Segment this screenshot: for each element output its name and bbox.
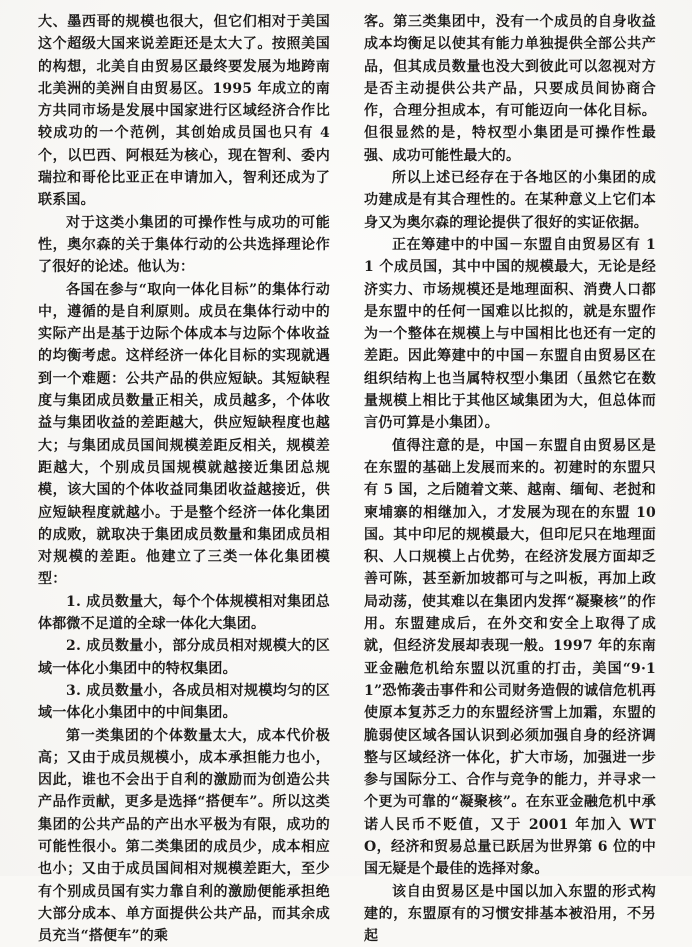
- paragraph: 客。第三类集团中，没有一个成员的自身收益成本均衡足以使其有能力单独提供全部公共产品，但其成员数量也没大到彼此可以忽视对方是否主动提供公共产品，只要成员间协商合作，合理分担成本，有可能迈向一体化目标。但很显然的是，特权型小集团是可操作性最强、成功可能性最大的。: [364, 11, 656, 167]
- paragraph: 值得注意的是，中国－东盟自由贸易区是在东盟的基础上发展而来的。初建时的东盟只有 5 国，之后随着文莱、越南、缅甸、老挝和柬埔寨的相继加入，才发展为现在的东盟 10 国。其中印尼的规模最大，但印尼只在地理面积、人口规模上占优势，在经济发展方面却乏善可陈，甚至新加坡都可与之叫板，再加上政局动荡，使其难以在集团内发挥“凝聚核”的作用。东盟建成后，在外交和安全上取得了成就，但经济发展却表现一般。1997 年的东南亚金融危机给东盟以沉重的打击，美国“9·11”恐怖袭击事件和公司财务造假的诚信危机再使原本复苏乏力的东盟经济雪上加霜，东盟的脆弱使区域各国认识到必须加强自身的经济调整与区域经济一体化，扩大市场，加强进一步参与国际分工、合作与竞争的能力，并寻求一个更为可靠的“凝聚核”。在东亚金融危机中承诺人民币不贬值，又于 2001 年加入 WTO，经济和贸易总量已跃居为世界第 6 位的中国无疑是个最佳的选择对象。: [364, 435, 656, 881]
- paragraph: 大、墨西哥的规模也很大，但它们相对于美国这个超级大国来说差距还是太大了。按照美国的构想，北美自由贸易区最终要发展为地跨南北美洲的美洲自由贸易区。1995 年成立的南方共同市场是发展中国家进行区域经济合作比较成功的一个范例，其创始成员国也只有 4 个，以巴西、阿根廷为核心，现在智利、委内瑞拉和哥伦比亚正在申请加入，智利还成为了联系国。: [38, 11, 330, 212]
- paragraph: 所以上述已经存在于各地区的小集团的成功建成是有其合理性的。在某种意义上它们本身又为奥尔森的理论提供了很好的实证依据。: [364, 167, 656, 234]
- paragraph: 各国在参与“取向一体化目标”的集体行动中，遵循的是自利原则。成员在集体行动中的实际产出是基于边际个体成本与边际个体收益的均衡考虑。这样经济一体化目标的实现就遇到一个难题：公共产品的供应短缺。其短缺程度与集团成员数量正相关，成员越多，个体收益与集团收益的差距越大，供应短缺程度也越大；与集团成员国间规模差距反相关，规模差距越大，个别成员国规模就越接近集团总规模，该大国的个体收益同集团收益越接近，供应短缺程度就越小。于是整个经济一体化集团的成败，就取决于集团成员数量和集团成员相对规模的差距。他建立了三类一体化集团模型：: [38, 279, 330, 591]
- paragraph: 对于这类小集团的可操作性与成功的可能性，奥尔森的关于集体行动的公共选择理论作了很好的论述。他认为：: [38, 212, 330, 279]
- paragraph: 3. 成员数量小，各成员相对规模均匀的区域一体化小集团中的中间集团。: [38, 680, 330, 725]
- paragraph: 正在筹建中的中国－东盟自由贸易区有 11 个成员国，其中中国的规模最大，无论是经济实力、市场规模还是地理面积、消费人口都是东盟中的任何一国难以比拟的，就是东盟作为一个整体在规模上与中国相比也还有一定的差距。因此筹建中的中国－东盟自由贸易区在组织结构上也当属特权型小集团（虽然它在数量规模上相比于其他区域集团为大，但总体而言仍可算是小集团）。: [364, 234, 656, 435]
- text-column-right: [364, 11, 656, 868]
- paragraph: 第一类集团的个体数量太大，成本代价极高；又由于成员规模小，成本承担能力也小，因此，谁也不会出于自利的激励而为创造公共产品作贡献，更多是选择“搭便车”。所以这类集团的公共产品的产出水平极为有限，成功的可能性很小。第二类集团的成员少，成本相应也小；又由于成员国间相对规模差距大，至少有个别成员国有实力靠自利的激励便能承担绝大部分成本、单方面提供公共产品，而其余成员充当“搭便车”的乘: [38, 725, 330, 947]
- paragraph: 1. 成员数量大，每个个体规模相对集团总体都微不足道的全球一体化大集团。: [38, 591, 330, 636]
- text-column-left: [38, 11, 330, 868]
- paragraph: 该自由贸易区是中国以加入东盟的形式构建的，东盟原有的习惯安排基本被沿用，不另起: [364, 881, 656, 947]
- paragraph: 2. 成员数量小，部分成员相对规模大的区域一体化小集团中的特权集团。: [38, 635, 330, 680]
